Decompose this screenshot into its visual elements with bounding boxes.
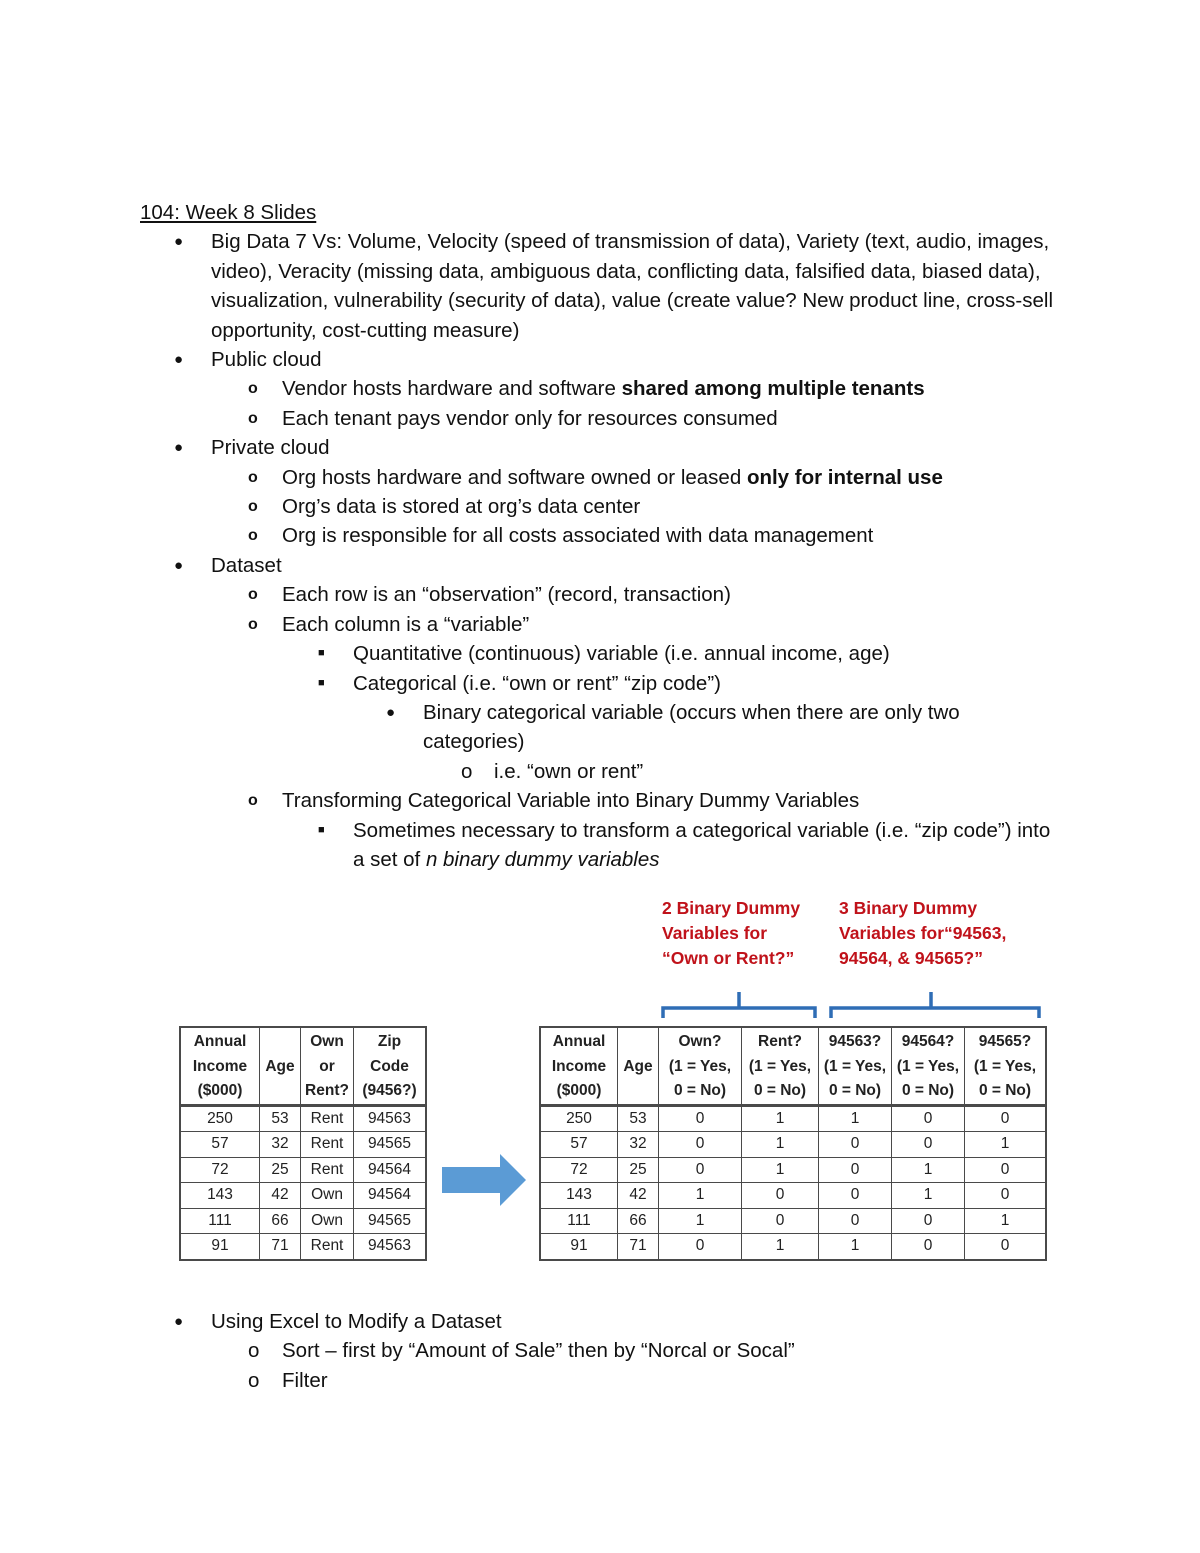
table-cell: 1 xyxy=(965,1208,1047,1234)
table-row xyxy=(180,1183,426,1209)
table-cell: 42 xyxy=(260,1183,301,1209)
label-line: Variables for xyxy=(662,923,768,943)
table-cell: 0 xyxy=(819,1208,892,1234)
circle-bullet-icon: o xyxy=(248,468,258,486)
original-data-table xyxy=(179,1026,427,1261)
table-row xyxy=(540,1105,1046,1132)
column-header: Annual Income ($000) xyxy=(540,1027,618,1105)
table-row xyxy=(180,1157,426,1183)
table-cell: 1 xyxy=(892,1157,965,1183)
table-row xyxy=(180,1234,426,1260)
table-cell: 1 xyxy=(965,1132,1047,1158)
bullet-icon: ● xyxy=(386,703,396,721)
table-cell: 250 xyxy=(540,1105,618,1132)
table-cell: 94564 xyxy=(354,1157,427,1183)
table-cell: 0 xyxy=(892,1208,965,1234)
bullet-text: Org’s data is stored at org’s data center xyxy=(282,495,641,519)
circle-bullet-icon: o xyxy=(248,586,258,604)
table-row xyxy=(180,1105,426,1132)
bullet-text: Filter xyxy=(282,1368,328,1392)
table-cell: 250 xyxy=(180,1105,260,1132)
page-title: 104: Week 8 Slides xyxy=(140,201,317,224)
table-cell: 0 xyxy=(659,1105,742,1132)
bullet-icon: ● xyxy=(174,556,184,574)
table-cell: 91 xyxy=(540,1234,618,1260)
square-bullet-icon: ■ xyxy=(318,647,325,660)
table-row xyxy=(180,1208,426,1234)
table-cell: 66 xyxy=(618,1208,659,1234)
table-cell: 53 xyxy=(260,1105,301,1132)
document-body-lower xyxy=(140,1307,1060,1395)
table-row xyxy=(540,1132,1046,1158)
table-cell: 32 xyxy=(618,1132,659,1158)
list-item xyxy=(140,580,1060,609)
label-line: Variables for“94563, xyxy=(839,923,1007,943)
table-cell: 94564 xyxy=(354,1183,427,1209)
bullet-text: Categorical (i.e. “own or rent” “zip code”) xyxy=(353,671,721,695)
table-cell: 72 xyxy=(540,1157,618,1183)
table-cell: 57 xyxy=(180,1132,260,1158)
circle-bullet-icon: o xyxy=(248,1339,260,1363)
bullet-text: Each tenant pays vendor only for resources consumed xyxy=(282,406,778,430)
table-cell: 0 xyxy=(965,1183,1047,1209)
column-header: Zip Code (9456?) xyxy=(354,1027,427,1105)
table-cell: 25 xyxy=(260,1157,301,1183)
table-cell: 57 xyxy=(540,1132,618,1158)
zip-brace-icon xyxy=(828,986,1043,1020)
table-cell: 111 xyxy=(540,1208,618,1234)
table-cell: Rent xyxy=(301,1132,354,1158)
square-bullet-icon: ■ xyxy=(318,823,325,836)
list-item xyxy=(140,757,1060,786)
circle-bullet-icon: o xyxy=(248,527,258,545)
bullet-icon: ● xyxy=(174,439,184,457)
table-cell: Own xyxy=(301,1208,354,1234)
column-header: Age xyxy=(618,1027,659,1105)
table-cell: Rent xyxy=(301,1157,354,1183)
circle-bullet-icon: o xyxy=(248,1368,260,1392)
table-cell: 1 xyxy=(819,1105,892,1132)
table-cell: 71 xyxy=(618,1234,659,1260)
table-row xyxy=(540,1157,1046,1183)
table-cell: 0 xyxy=(892,1234,965,1260)
table-cell: 25 xyxy=(618,1157,659,1183)
table-cell: Rent xyxy=(301,1234,354,1260)
circle-bullet-icon: o xyxy=(248,498,258,516)
own-rent-label xyxy=(662,896,800,971)
list-item xyxy=(140,1366,1060,1395)
bullet-text: Transforming Categorical Variable into Binary Dummy Variables xyxy=(282,789,860,813)
table-cell: 0 xyxy=(659,1132,742,1158)
circle-bullet-icon: o xyxy=(248,409,258,427)
bullet-text: Vendor hosts hardware and software xyxy=(282,377,622,401)
column-header: Own or Rent? xyxy=(301,1027,354,1105)
list-item xyxy=(140,698,1060,757)
list-item xyxy=(140,345,1060,374)
table-cell: 71 xyxy=(260,1234,301,1260)
table-row xyxy=(540,1234,1046,1260)
table-cell: Rent xyxy=(301,1105,354,1132)
list-item xyxy=(140,639,1060,668)
bullet-text: Binary categorical variable (occurs when there are only two categories) xyxy=(423,700,960,754)
column-header: 94564? (1 = Yes, 0 = No) xyxy=(892,1027,965,1105)
table-cell: 91 xyxy=(180,1234,260,1260)
bullet-text: Big Data 7 Vs: Volume, Velocity (speed of transmission of data), Variety (text, audio, images, video), Veracity (missing data, ambiguous data, conflicting data, falsified data, biased data), visualization, vulnerability (security of data), value (create value? New product line, cross-sell opportunity, cost-cutting measure) xyxy=(211,230,1054,342)
column-header: Annual Income ($000) xyxy=(180,1027,260,1105)
bullet-text: Sort – first by “Amount of Sale” then by “Norcal or Socal” xyxy=(282,1339,795,1363)
table-cell: 0 xyxy=(965,1105,1047,1132)
table-cell: 0 xyxy=(742,1208,819,1234)
column-header: Rent? (1 = Yes, 0 = No) xyxy=(742,1027,819,1105)
table-cell: 0 xyxy=(892,1132,965,1158)
label-line: 3 Binary Dummy xyxy=(839,898,978,918)
list-item xyxy=(140,492,1060,521)
label-line: 2 Binary Dummy xyxy=(662,898,801,918)
table-row xyxy=(180,1132,426,1158)
list-item xyxy=(140,227,1060,345)
list-item xyxy=(140,816,1060,875)
bullet-icon: ● xyxy=(174,1313,184,1330)
bullet-text-italic: n binary dummy variables xyxy=(425,847,660,871)
table-cell: 143 xyxy=(540,1183,618,1209)
bullet-text: Using Excel to Modify a Dataset xyxy=(211,1310,502,1333)
bullet-text: Public cloud xyxy=(211,348,322,372)
list-item xyxy=(140,1336,1060,1365)
table-row xyxy=(540,1208,1046,1234)
list-item xyxy=(140,1307,1060,1336)
list-item xyxy=(140,786,1060,815)
square-bullet-icon: ■ xyxy=(318,676,325,689)
label-line: “Own or Rent?” xyxy=(662,948,795,968)
bullet-text: Private cloud xyxy=(211,436,330,460)
bullet-text: i.e. “own or rent” xyxy=(494,759,644,783)
table-cell: 1 xyxy=(659,1208,742,1234)
circle-bullet-icon: o xyxy=(248,615,258,633)
table-cell: 94565 xyxy=(354,1132,427,1158)
table-cell: 0 xyxy=(742,1183,819,1209)
bullet-text: Each column is a “variable” xyxy=(282,612,530,636)
bullet-text: Quantitative (continuous) variable (i.e. annual income, age) xyxy=(353,642,890,666)
table-cell: 0 xyxy=(892,1105,965,1132)
list-item xyxy=(140,610,1060,639)
circle-bullet-icon: o xyxy=(248,380,258,398)
table-cell: 1 xyxy=(742,1105,819,1132)
table-header-row xyxy=(540,1027,1046,1105)
bullet-text: Org hosts hardware and software owned or leased xyxy=(282,465,747,489)
table-cell: 72 xyxy=(180,1157,260,1183)
bullet-text: Sometimes necessary to transform a categorical variable (i.e. “zip code”) into a set of xyxy=(353,818,1051,871)
column-header: Own? (1 = Yes, 0 = No) xyxy=(659,1027,742,1105)
column-header: 94563? (1 = Yes, 0 = No) xyxy=(819,1027,892,1105)
own-rent-brace-icon xyxy=(660,986,820,1020)
table-cell: 0 xyxy=(965,1234,1047,1260)
table-cell: 42 xyxy=(618,1183,659,1209)
table-header-row xyxy=(180,1027,426,1105)
table-cell: 1 xyxy=(742,1234,819,1260)
table-cell: 66 xyxy=(260,1208,301,1234)
list-item xyxy=(140,521,1060,550)
table-cell: 0 xyxy=(659,1234,742,1260)
label-line: 94564, & 94565?” xyxy=(839,948,983,968)
column-header: 94565? (1 = Yes, 0 = No) xyxy=(965,1027,1047,1105)
table-cell: 0 xyxy=(659,1157,742,1183)
table-cell: 143 xyxy=(180,1183,260,1209)
document-body xyxy=(140,198,1060,874)
table-cell: 32 xyxy=(260,1132,301,1158)
transform-arrow-icon xyxy=(442,1154,527,1206)
bullet-text: Each row is an “observation” (record, transaction) xyxy=(282,583,731,607)
dummy-variable-figure xyxy=(175,892,1055,1264)
table-cell: 1 xyxy=(819,1234,892,1260)
table-cell: 111 xyxy=(180,1208,260,1234)
circle-bullet-icon: o xyxy=(248,792,258,810)
bullet-text-bold: only for internal use xyxy=(746,465,943,489)
table-cell: 94565 xyxy=(354,1208,427,1234)
bullet-text: Org is responsible for all costs associated with data management xyxy=(282,524,874,548)
table-cell: 94563 xyxy=(354,1105,427,1132)
list-item xyxy=(140,463,1060,492)
bullet-icon: ● xyxy=(174,233,184,251)
bullet-icon: ● xyxy=(174,351,184,369)
bullet-text: Dataset xyxy=(211,553,282,577)
bullet-text-bold: shared among multiple tenants xyxy=(621,377,925,401)
table-cell: Own xyxy=(301,1183,354,1209)
list-item xyxy=(140,433,1060,462)
table-cell: 1 xyxy=(742,1157,819,1183)
table-cell: 0 xyxy=(819,1157,892,1183)
table-cell: 1 xyxy=(659,1183,742,1209)
circle-bullet-icon: o xyxy=(461,759,473,783)
list-item xyxy=(140,551,1060,580)
list-item xyxy=(140,669,1060,698)
table-row xyxy=(540,1183,1046,1209)
table-cell: 0 xyxy=(819,1183,892,1209)
table-cell: 94563 xyxy=(354,1234,427,1260)
list-item xyxy=(140,404,1060,433)
list-item xyxy=(140,374,1060,403)
table-cell: 1 xyxy=(742,1132,819,1158)
table-cell: 0 xyxy=(965,1157,1047,1183)
table-cell: 53 xyxy=(618,1105,659,1132)
zip-label xyxy=(839,896,1006,971)
dummy-variable-table xyxy=(539,1026,1047,1261)
column-header: Age xyxy=(260,1027,301,1105)
table-cell: 1 xyxy=(892,1183,965,1209)
table-cell: 0 xyxy=(819,1132,892,1158)
